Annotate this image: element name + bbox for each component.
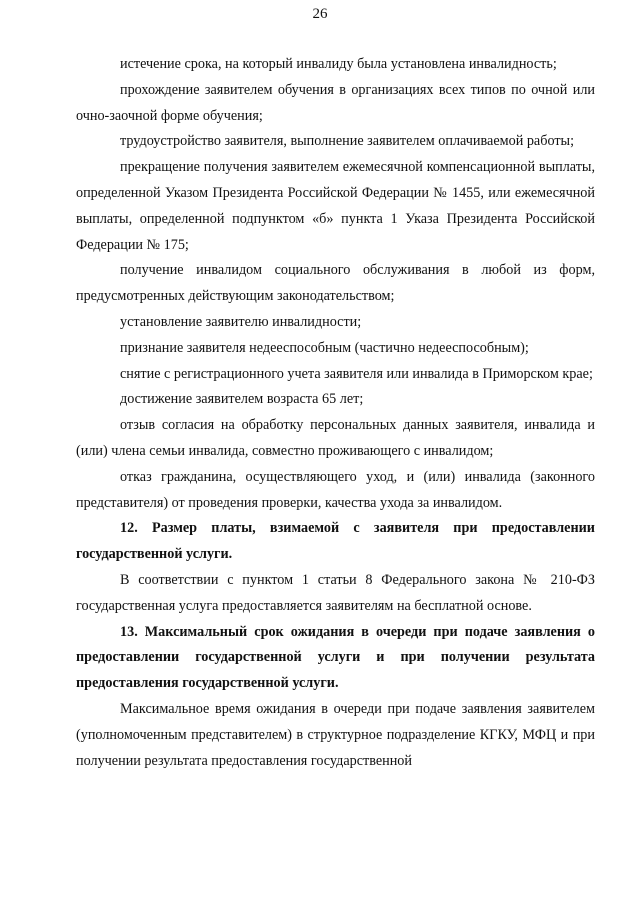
paragraph: признание заявителя недееспособным (частично недееспособным); [120, 339, 529, 356]
paragraph: получение инвалидом социального обслуживания в любой из форм, предусмотренных действующим законодательством; [76, 262, 595, 305]
document-body [76, 52, 595, 774]
paragraph: отзыв согласия на обработку персональных данных заявителя, инвалида и (или) члена семьи инвалида, совместно проживающего с инвалидом; [76, 417, 595, 459]
section-heading-12: 12. Размер платы, взимаемой с заявителя при предоставлении государственной услуги. [76, 520, 595, 563]
page-number: 26 [312, 6, 328, 22]
paragraph: трудоустройство заявителя, выполнение заявителем оплачиваемой работы; [120, 133, 575, 150]
paragraph: установление заявителю инвалидности; [120, 313, 362, 330]
paragraph: прохождение заявителем обучения в организациях всех типов по очной или очно-заочной форме обучения; [76, 81, 595, 124]
paragraph: истечение срока, на который инвалиду была установлена инвалидность; [120, 56, 557, 72]
paragraph: отказ гражданина, осуществляющего уход, и (или) инвалида (законного представителя) от проведения проверки, качества ухода за инвалидом. [76, 468, 595, 511]
paragraph: достижение заявителем возраста 65 лет; [120, 391, 364, 408]
paragraph: прекращение получения заявителем ежемесячной компенсационной выплаты, определенной Указом Президента Российской Федерации № 1455, или ежемесячной выплаты, определенной подпунктом «б» пункта 1 Указа Президента Российской Федерации № 175; [76, 159, 595, 253]
section-heading-13: 13. Максимальный срок ожидания в очереди при подаче заявления о предоставлении государственной услуги и при получении результата предоставления государственной услуги. [76, 623, 595, 692]
paragraph: В соответствии с пунктом 1 статьи 8 Федерального закона № 210-ФЗ государственная услуга предоставляется заявителям на бесплатной основе. [76, 571, 595, 614]
paragraph: Максимальное время ожидания в очереди при подаче заявления заявителем (уполномоченным представителем) в структурное подразделение КГКУ, МФЦ и при получении результата предоставления государственной [76, 700, 595, 769]
paragraph: снятие с регистрационного учета заявителя или инвалида в Приморском крае; [120, 365, 593, 382]
